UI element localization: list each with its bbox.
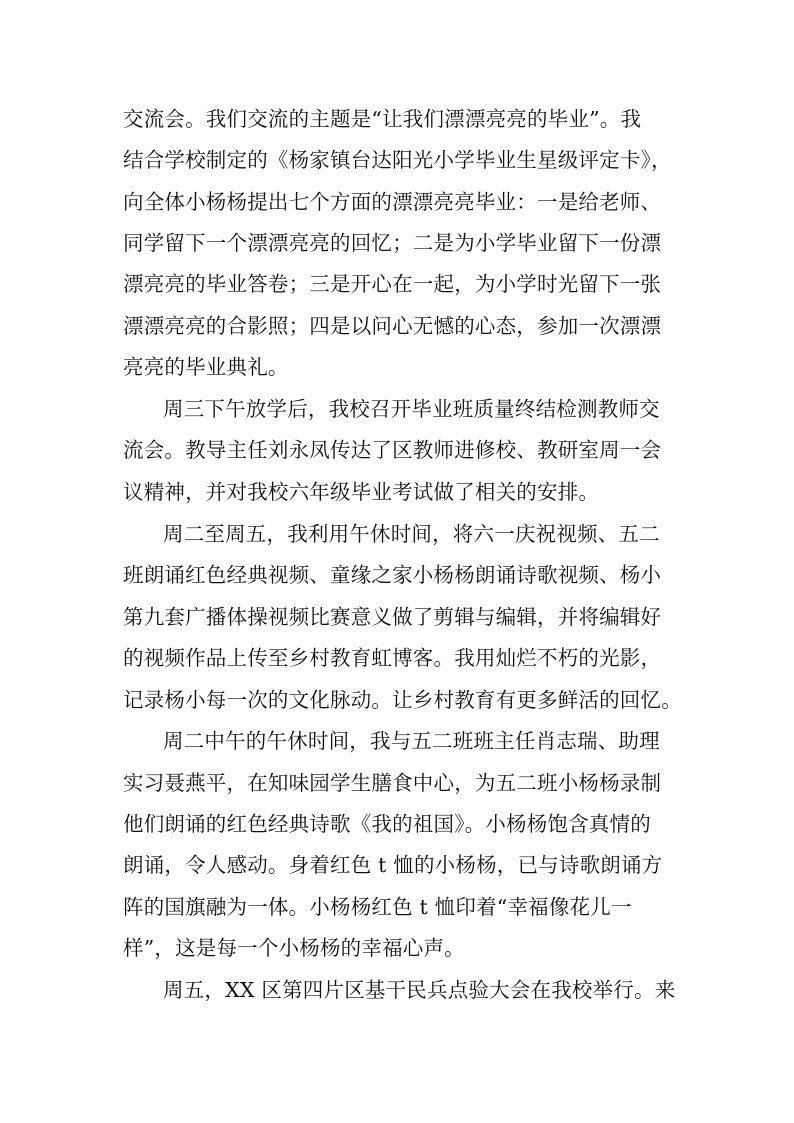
text-line: 漂漂亮亮的合影照；四是以问心无憾的心态，参加一次漂漂 <box>123 314 662 338</box>
text-line: 亮亮的毕业典礼。 <box>123 355 289 379</box>
paragraph-first-line: 周三下午放学后，我校召开毕业班质量终结检测教师交 <box>163 397 660 421</box>
text-line: 他们朗诵的红色经典诗歌《我的祖国》。小杨杨饱含真情的 <box>123 812 651 836</box>
text-line: 结合学校制定的《杨家镇台达阳光小学毕业生星级评定卡》， <box>123 148 672 172</box>
text-line: 议精神，并对我校六年级毕业考试做了相关的安排。 <box>123 480 600 504</box>
text-line: 流会。教导主任刘永凤传达了区教师进修校、教研室周一会 <box>123 438 662 462</box>
text-line: 漂亮亮的毕业答卷；三是开心在一起，为小学时光留下一张 <box>123 272 662 296</box>
text-line: 朗诵，令人感动。身着红色 t 恤的小杨杨，已与诗歌朗诵方 <box>123 853 663 877</box>
paragraph-first-line: 周二中午的午休时间，我与五二班班主任肖志瑞、助理 <box>163 729 660 753</box>
text-line: 实习聂燕平，在知味园学生膳食中心，为五二班小杨杨录制 <box>123 771 662 795</box>
paragraph-first-line: 周二至周五，我利用午休时间，将六一庆祝视频、五二 <box>163 522 660 546</box>
paragraph-first-line: 周五，XX 区第四片区基干民兵点验大会在我校举行。来 <box>163 978 676 1002</box>
text-line: 第九套广播体操视频比赛意义做了剪辑与编辑，并将编辑好 <box>123 605 662 629</box>
text-line: 同学留下一个漂漂亮亮的回忆；二是为小学毕业留下一份漂 <box>123 231 662 255</box>
text-line: 的视频作品上传至乡村教育虹博客。我用灿烂不朽的光影， <box>123 646 662 670</box>
text-line: 阵的国旗融为一体。小杨杨红色 t 恤印着“幸福像花儿一 <box>123 895 632 919</box>
text-line: 班朗诵红色经典视频、童缘之家小杨杨朗诵诗歌视频、杨小 <box>123 563 662 587</box>
text-line: 样”，这是每一个小杨杨的幸福心声。 <box>123 936 465 960</box>
text-line: 记录杨小每一次的文化脉动。让乡村教育有更多鲜活的回忆。 <box>123 688 682 712</box>
text-line: 交流会。我们交流的主题是“让我们漂漂亮亮的毕业”。我 <box>123 107 642 131</box>
text-line: 向全体小杨杨提出七个方面的漂漂亮亮毕业：一是给老师、 <box>123 190 662 214</box>
